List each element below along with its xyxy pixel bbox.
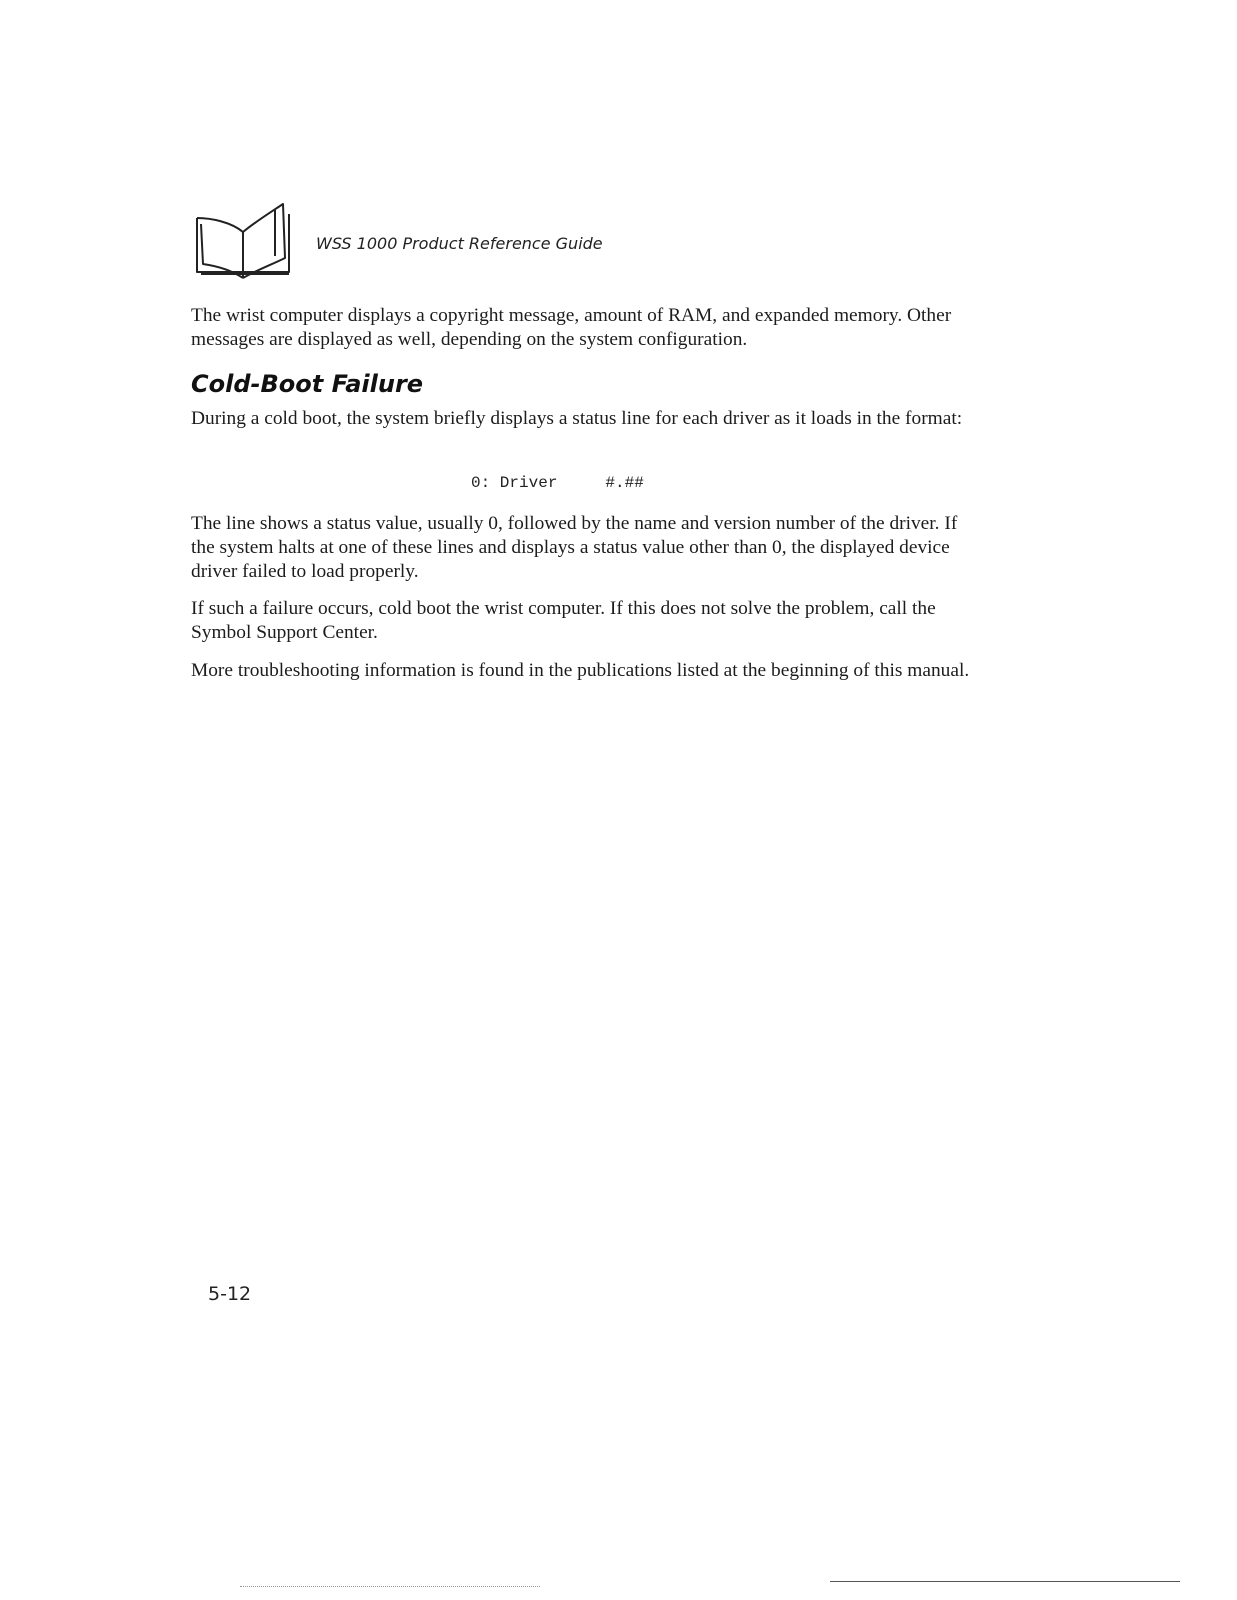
scan-artifact-dots (240, 1586, 540, 1588)
scan-artifact-line (830, 1581, 1180, 1582)
open-book-icon (191, 200, 291, 280)
section-heading: Cold-Boot Failure (191, 370, 424, 398)
troubleshooting-paragraph: More troubleshooting information is found in the publications listed at the beginning of this manual. (191, 660, 970, 681)
failure-paragraph: If such a failure occurs, cold boot the wrist computer. If this does not solve the problem, call the Symbol Support Center. (191, 598, 936, 643)
status-line-format: 0: Driver #.## (471, 474, 644, 492)
cold-boot-paragraph: During a cold boot, the system briefly displays a status line for each driver as it loads in the format: (191, 408, 963, 429)
status-explanation-paragraph: The line shows a status value, usually 0, followed by the name and version number of the driver. If the system halts at one of these lines and displays a status value other than 0, the displayed device driver failed to load properly. (191, 513, 958, 582)
running-header-title: WSS 1000 Product Reference Guide (316, 234, 603, 253)
page-header (191, 200, 811, 280)
page-number: 5-12 (208, 1283, 252, 1305)
intro-paragraph: The wrist computer displays a copyright message, amount of RAM, and expanded memory. Other messages are displayed as well, depending on the system configuration. (191, 305, 952, 350)
